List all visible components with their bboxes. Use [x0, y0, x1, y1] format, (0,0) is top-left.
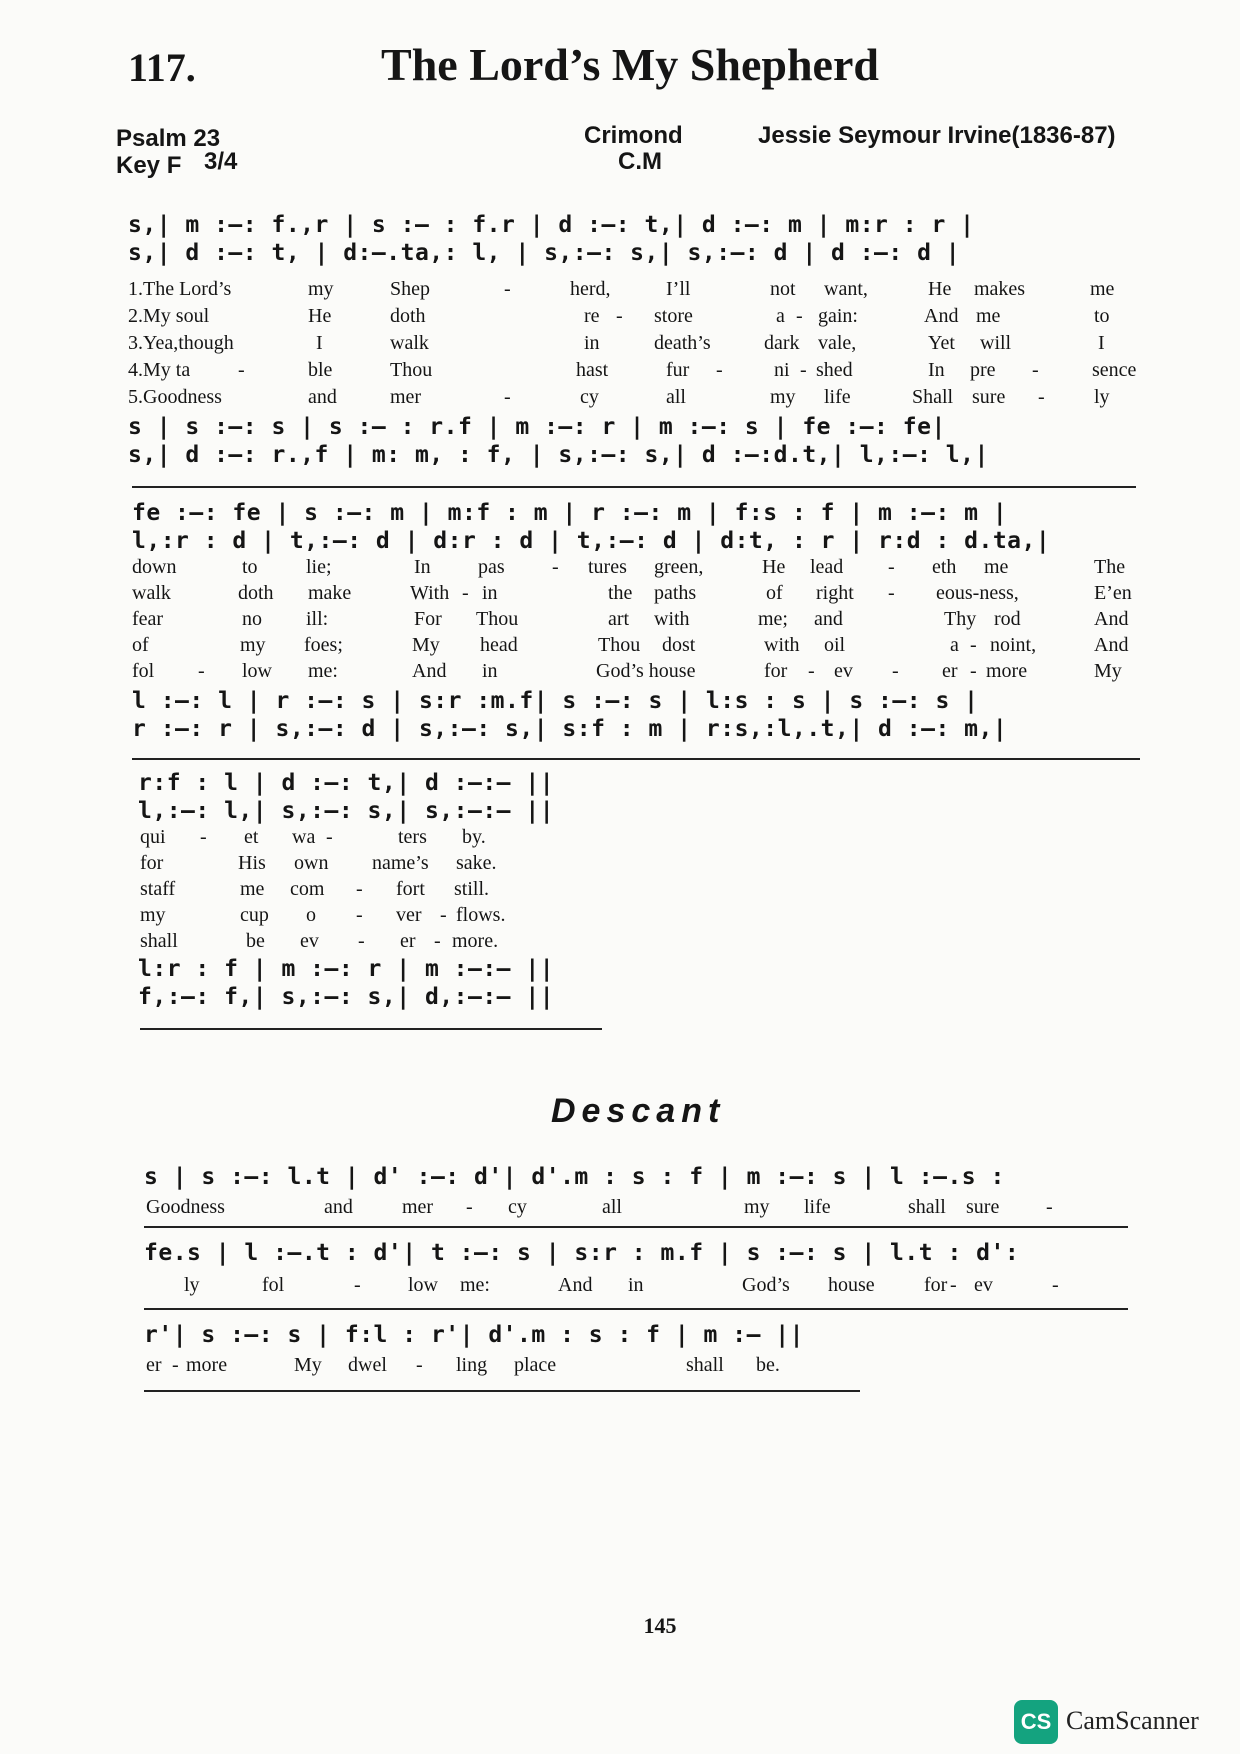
- descant-divider-3: [144, 1390, 860, 1392]
- solfa-bass-2: r :–: r | s,:–: d | s,:–: s,| s:f : m | r:s,:l,.t,| d :–: m,|: [132, 716, 1008, 742]
- system-divider-2: [132, 758, 1140, 760]
- descant-divider-2: [144, 1308, 1128, 1310]
- tune-name: Crimond: [584, 122, 683, 149]
- key-signature: Key F: [116, 152, 182, 179]
- descant-solfa-3: r'| s :–: s | f:l : r'| d'.m : s : f | m :– ||: [144, 1322, 804, 1348]
- descant-heading: Descant: [551, 1092, 726, 1130]
- solfa-bass-3: f,:–: f,| s,:–: s,| d,:–:– ||: [138, 984, 555, 1010]
- solfa-soprano-3: r:f : l | d :–: t,| d :–:– ||: [138, 770, 555, 796]
- solfa-soprano-1: s,| m :–: f.,r | s :— : f.r | d :–: t,| d :–: m | m:r : r |: [128, 212, 975, 238]
- page-number: 145: [643, 1613, 677, 1638]
- hymn-number: 117.: [128, 45, 196, 90]
- time-signature: 3/4: [204, 148, 238, 175]
- composer: Jessie Seymour Irvine(1836-87): [758, 122, 1116, 149]
- descant-solfa-2: fe.s | l :–.t : d'| t :–: s | s:r : m.f | s :–: s | l.t : d':: [144, 1240, 1020, 1266]
- solfa-tenor-2: l :–: l | r :–: s | s:r :m.f| s :–: s | l:s : s | s :–: s |: [132, 688, 979, 714]
- hymn-title: The Lord’s My Shepherd: [381, 39, 879, 90]
- solfa-alto-2: l,:r : d | t,:–: d | d:r : d | t,:–: d | d:t, : r | r:d : d.ta,|: [132, 528, 1051, 554]
- system-divider-1: [132, 486, 1136, 488]
- solfa-alto-3: l,:–: l,| s,:–: s,| s,:–:– ||: [138, 798, 555, 824]
- solfa-bass-1: s,| d :–: r.,f | m: m, : f, | s,:–: s,| d :–:d.t,| l,:–: l,|: [128, 442, 989, 468]
- solfa-tenor-3: l:r : f | m :–: r | m :–:– ||: [138, 956, 555, 982]
- camscanner-watermark: CamScanner: [1066, 1706, 1199, 1735]
- descant-divider-1: [144, 1226, 1128, 1228]
- system-divider-3: [140, 1028, 602, 1030]
- solfa-soprano-2: fe :–: fe | s :–: m | m:f : m | r :–: m | f:s : f | m :–: m |: [132, 500, 1008, 526]
- descant-solfa-1: s | s :–: l.t | d' :–: d'| d'.m : s : f | m :–: s | l :–.s :: [144, 1164, 1005, 1190]
- solfa-tenor-1: s | s :–: s | s :— : r.f | m :–: r | m :–: s | fe :–: fe|: [128, 414, 946, 440]
- psalm-ref: Psalm 23: [116, 125, 221, 152]
- solfa-alto-1: s,| d :–: t, | d:–.ta,: l, | s,:–: s,| s,:–: d | d :–: d |: [128, 240, 961, 266]
- camscanner-logo-icon: CS: [1014, 1700, 1058, 1744]
- meter: C.M: [618, 148, 662, 175]
